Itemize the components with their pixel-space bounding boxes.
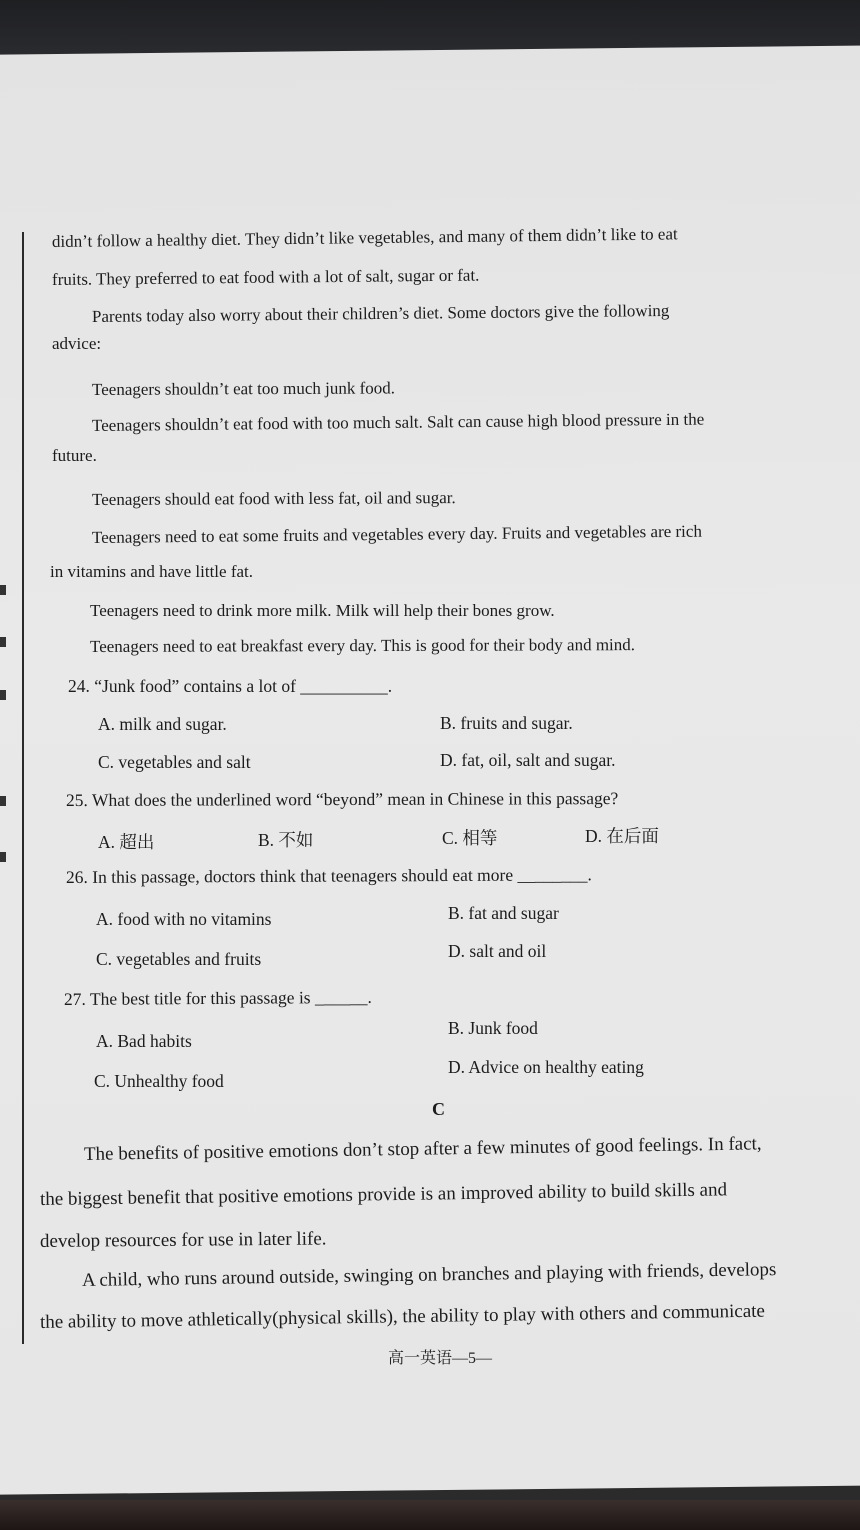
question-27-option-b: B. Junk food	[448, 1018, 538, 1038]
question-24-option-c: C. vegetables and salt	[98, 752, 251, 772]
question-26-option-d: D. salt and oil	[448, 941, 547, 961]
section-c-line: A child, who runs around outside, swinging on branches and playing with friends, develops	[81, 1259, 777, 1291]
section-c-line: The benefits of positive emotions don’t stop after a few minutes of good feelings. In fact,	[83, 1133, 762, 1165]
passage-line: Teenagers need to eat breakfast every day. This is good for their body and mind.	[89, 635, 636, 656]
question-26-option-c: C. vegetables and fruits	[96, 949, 262, 969]
passage-line: Teenagers should eat food with less fat, oil and sugar.	[91, 488, 456, 509]
question-25-option-c: C. 相等	[442, 828, 498, 848]
section-c-line: the biggest benefit that positive emotions provide is an improved ability to build skills and	[39, 1179, 728, 1210]
passage-line: advice:	[52, 334, 102, 353]
question-25-option-d: D. 在后面	[585, 826, 659, 846]
passage-line: Teenagers shouldn’t eat food with too much salt. Salt can cause high blood pressure in the	[91, 409, 705, 435]
page-footer: 高一英语—5—	[388, 1350, 493, 1367]
passage-line: future.	[52, 446, 97, 465]
passage-line: Teenagers shouldn’t eat too much junk food.	[91, 378, 396, 399]
question-26-option-a: A. food with no vitamins	[96, 909, 272, 929]
question-24-option-d: D. fat, oil, salt and sugar.	[440, 750, 616, 770]
passage-line: Teenagers need to drink more milk. Milk will help their bones grow.	[90, 601, 555, 620]
question-24-stem: 24. “Junk food” contains a lot of __________.	[68, 676, 393, 696]
question-26-option-b: B. fat and sugar	[448, 903, 559, 923]
question-25-option-b: B. 不如	[258, 830, 314, 850]
question-27-stem: 27. The best title for this passage is ______.	[63, 986, 372, 1009]
question-24-option-b: B. fruits and sugar.	[440, 713, 573, 733]
passage-line: didn’t follow a healthy diet. They didn’t like vegetables, and many of them didn’t like to eat	[51, 224, 678, 251]
question-26-stem: 26. In this passage, doctors think that teenagers should eat more ________.	[65, 864, 592, 887]
question-27-option-c: C. Unhealthy food	[94, 1071, 224, 1091]
question-25-option-a: A. 超出	[98, 832, 155, 852]
passage-line: fruits. They preferred to eat food with a lot of salt, sugar or fat.	[51, 265, 480, 289]
section-c-line: develop resources for use in later life.	[39, 1228, 327, 1252]
question-24-option-a: A. milk and sugar.	[98, 714, 227, 734]
section-c-heading: C	[432, 1099, 445, 1119]
passage-line: in vitamins and have little fat.	[50, 562, 254, 581]
question-27-option-d: D. Advice on healthy eating	[448, 1057, 644, 1077]
question-27-option-a: A. Bad habits	[96, 1031, 192, 1051]
question-25-stem: 25. What does the underlined word “beyond” mean in Chinese in this passage?	[65, 788, 619, 810]
passage-line: Teenagers need to eat some fruits and vegetables every day. Fruits and vegetables are rich	[91, 521, 702, 547]
section-c-line: the ability to move athletically(physical skills), the ability to play with others and communicate	[39, 1300, 766, 1333]
passage-line: Parents today also worry about their children’s diet. Some doctors give the following	[91, 300, 670, 326]
